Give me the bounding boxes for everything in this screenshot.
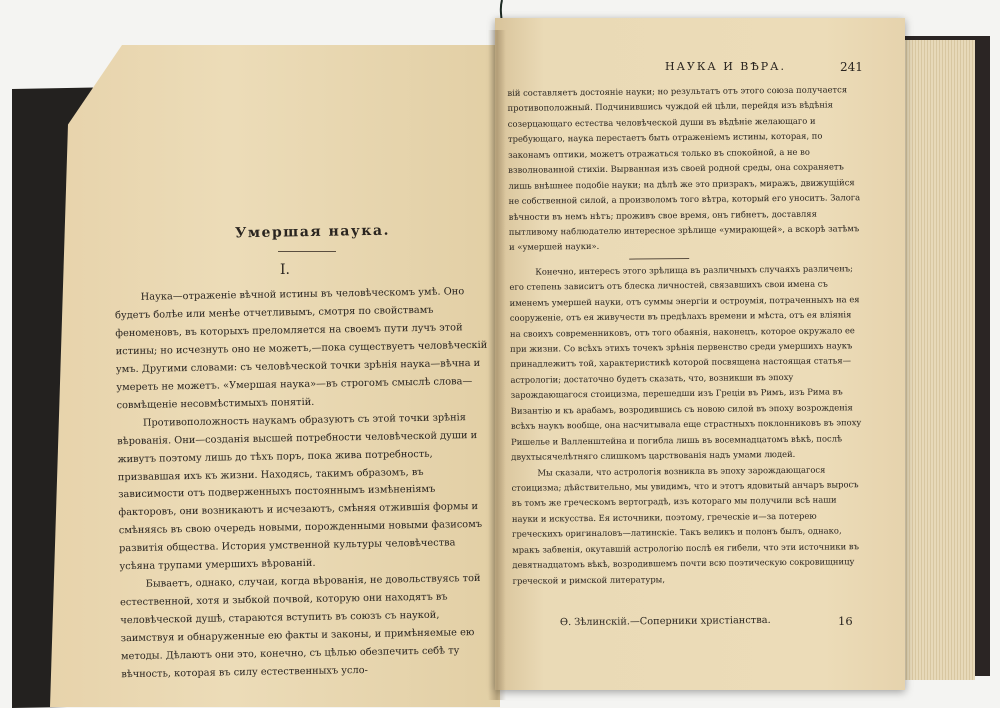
left-paragraph-3: Бываетъ, однако, случаи, когда вѣрованія, не довольствуясь той естественной, хотя и зыбкой почвой, которую они находятъ въ человѣческой душѣ, стараются вступить въ союзъ съ наукой, заимствуя и обнаруженные ею факты и законы, и примѣняемые ею методы. Дѣлаютъ они это, конечно, съ цѣлью обезпечить себѣ ту вѣчность, которая въ силу естественныхъ усло- bbox=[119, 573, 481, 681]
right-paragraph-2: Конечно, интересъ этого зрѣлища въ различныхъ случаяхъ различенъ; его степень зависитъ отъ блеска личностей, связавшихъ свои имена съ именемъ умершей науки, отъ суммы энергіи и остроумія, потраченныхъ на ея сооруженіе, отъ ея живучести въ предѣлахъ времени и мѣста, отъ ея вліянія на своихъ современниковъ, отъ того обаянія, наконецъ, которое окружало ее при жизни. Со всѣхъ этихъ точекъ зрѣнія первенство среди умершихъ наукъ принадлежитъ той, характеристикѣ которой посвящена настоящая статья—астрологіи; достаточно будетъ сказать, что, возникши въ эпоху зарождающагося стоицизма, перешедши изъ Греціи въ Римъ, изъ Рима въ Византію и къ арабамъ, возродившись съ новою силой въ эпоху возрожденія всѣхъ наукъ вообще, она насчитывала еще страстныхъ поклонниковъ въ эпоху Ришелье и Валленштейна и погибла лишь въ восемнадцатомъ вѣкѣ, послѣ двухтысячелѣтняго слишкомъ царствованія надъ умами людей. bbox=[509, 263, 862, 462]
chapter-title: Умершая наука. bbox=[234, 222, 391, 242]
running-head: НАУКА И ВѢРА. bbox=[665, 60, 786, 73]
page-number: 241 bbox=[840, 60, 863, 74]
paragraph-rule bbox=[629, 258, 689, 260]
left-paragraph-2: Противоположность наукамъ образуютъ съ этой точки зрѣнія вѣрованія. Они—созданія высшей потребности человѣческой души и живутъ поэтому лишь до тѣхъ поръ, пока жива потребность, призвавшая ихъ къ жизни. Находясь, такимъ образомъ, въ зависимости отъ подверженныхъ постояннымъ измѣненіямъ факторовъ, они возникаютъ и исчезаютъ, смѣняя отжившія формы и смѣняясь въ свою очередь новыми, порожденными новыми фазисомъ развитія общества. История умственной культуры человѣчества усѣяна трупами умершихъ вѣрованій. bbox=[117, 411, 483, 573]
page-footer: Ѳ. Зѣлинскій.—Соперники христіанства. bbox=[559, 614, 771, 629]
right-page-text bbox=[507, 82, 864, 589]
right-paragraph-3: Мы сказали, что астрологія возникла въ эпоху зарождающагося стоицизма; дѣйствительно, мы увидимъ, что и этотъ ядовитый анчаръ выросъ въ томъ же греческомъ вертоградѣ, изъ котораго мы получили всѣ наши науки и искусства. Ея источники, поэтому, греческіе и—за потерею греческихъ оригиналовъ—латинскіе. Такъ великъ и полонъ былъ, однако, мракъ забвенія, окутавшій астрологію послѣ ея гибели, что эти источники въ девятнадцатомъ вѣкѣ, возродившемъ почти всю поэтическую сокровищницу греческой и римской литературы, bbox=[511, 464, 859, 586]
right-paragraph-1: вій составляетъ достояніе науки; но результатъ отъ этого союза получается противоположный. Подчинившись чуждой ей цѣли, перейдя изъ вѣдѣнія созерцающаго естества человѣческой души въ вѣдѣніе желающаго и требующаго, наука перестаетъ быть отраженіемъ истины, которая, по законамъ оптики, можетъ отражаться только въ спокойной, а не во взволнованной стихіи. Вырванная изъ своей родной среды, она сохраняетъ лишь внѣшнее подобіе науки; на дѣлѣ же это призракъ, миражъ, движущійся не собственной силой, а произволомъ того вѣтра, который его уноситъ. Залога вѣчности въ немъ нѣтъ; проживъ свое время, онъ гибнетъ, доставляя пытливому наблюдателю интересное зрѣлище «умирающей», а вскорѣ затѣмъ и «умершей науки». bbox=[507, 84, 861, 253]
title-rule bbox=[278, 251, 336, 252]
left-page-text bbox=[115, 283, 494, 684]
left-paragraph-1: Наука—отраженіе вѣчной истины въ человѣческомъ умѣ. Оно будетъ болѣе или менѣе отчетливымъ, смотря по свойствамъ феноменовъ, въ которыхъ преломляется на своемъ пути лучъ этой истины; но исчезнуть оно не можетъ,—пока существуетъ человѣческій умъ. Другими словами: съ человѣческой точки зрѣнія наука—вѣчна и умереть не можетъ. «Умершая наука»—въ строгомъ смыслѣ слова—совмѣщеніе несовмѣстимыхъ понятій. bbox=[114, 286, 488, 411]
section-number: I. bbox=[280, 262, 290, 278]
signature-number: 16 bbox=[838, 614, 853, 628]
